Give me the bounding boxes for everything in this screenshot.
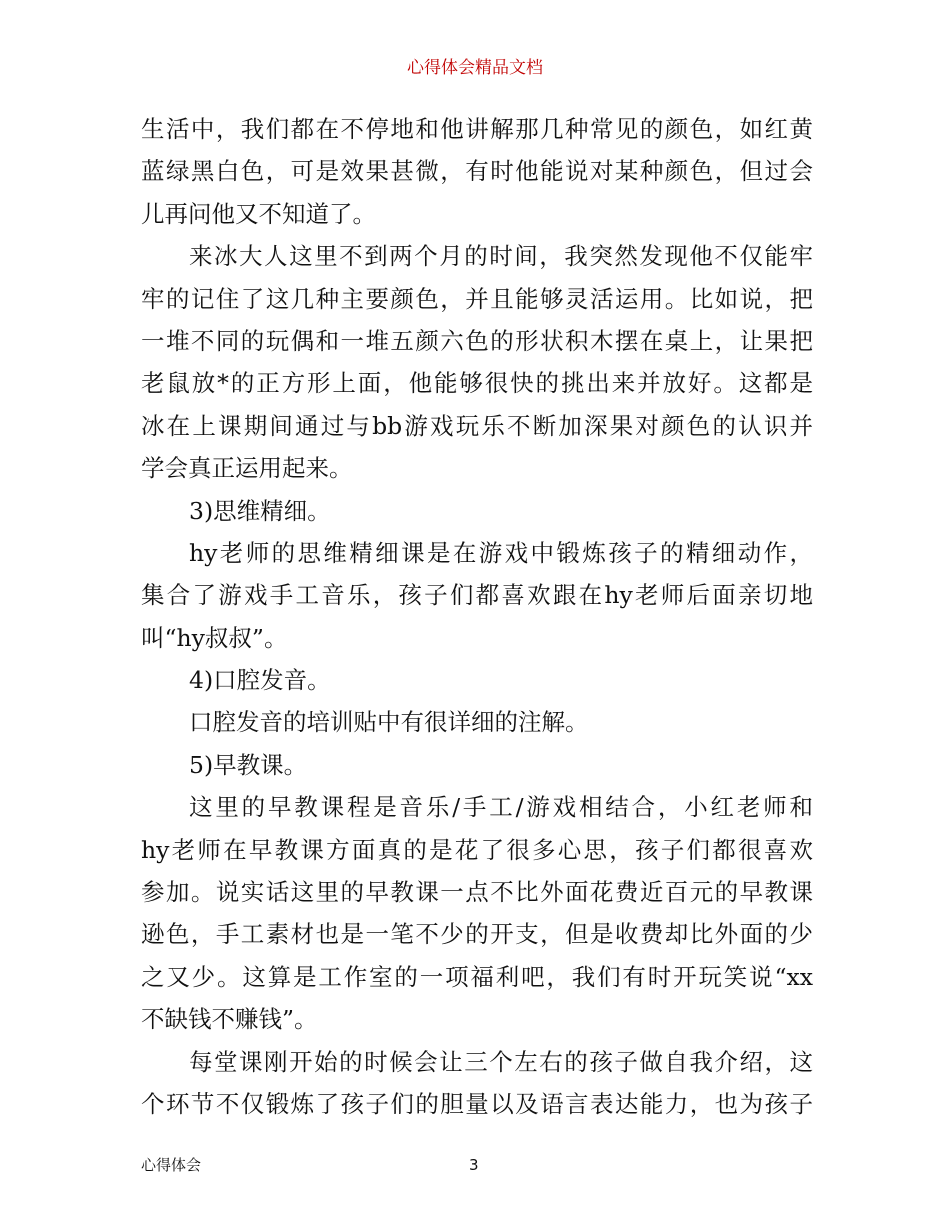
section-heading: 5)早教课。 xyxy=(189,750,308,779)
body-line: 蓝绿黑白色，可是效果甚微，有时他能说对某种颜色，但过会 xyxy=(141,157,813,186)
body-line: hy老师在早教课方面真的是花了很多心思，孩子们都很喜欢 xyxy=(141,835,813,864)
footer-label: 心得体会 xyxy=(141,1156,202,1174)
body-line: 学会真正运用起来。 xyxy=(141,454,353,483)
paragraph-first-line: 来冰大人这里不到两个月的时间，我突然发现他不仅能牢 xyxy=(189,242,813,271)
body-line: 之又少。这算是工作室的一项福利吧，我们有时开玩笑说“xx xyxy=(141,962,813,991)
page-number: 3 xyxy=(469,1156,479,1174)
body-line: 一堆不同的玩偶和一堆五颜六色的形状积木摆在桌上，让果把 xyxy=(141,326,813,355)
body-line: 集合了游戏手工音乐，孩子们都喜欢跟在hy老师后面亲切地 xyxy=(141,581,813,610)
body-line: 儿再问他又不知道了。 xyxy=(141,199,376,228)
body-line: 逊色，手工素材也是一笔不少的开支，但是收费却比外面的少 xyxy=(141,920,813,949)
body-line: 叫“hy叔叔”。 xyxy=(141,623,288,652)
page-header-title: 心得体会精品文档 xyxy=(407,58,543,78)
paragraph-first-line: 这里的早教课程是音乐/手工/游戏相结合，小红老师和 xyxy=(189,793,813,822)
document-body xyxy=(141,108,813,1125)
body-line: 冰在上课期间通过与bb游戏玩乐不断加深果对颜色的认识并 xyxy=(141,411,813,440)
paragraph-first-line: 每堂课刚开始的时候会让三个左右的孩子做自我介绍，这 xyxy=(189,1047,813,1076)
paragraph-first-line: hy老师的思维精细课是在游戏中锻炼孩子的精细动作， xyxy=(189,538,813,567)
body-line: 生活中，我们都在不停地和他讲解那几种常见的颜色，如红黄 xyxy=(141,115,813,143)
paragraph-first-line: 口腔发音的培训贴中有很详细的注解。 xyxy=(189,708,589,737)
body-line: 参加。说实话这里的早教课一点不比外面花费近百元的早教课 xyxy=(141,878,813,907)
body-line: 牢的记住了这几种主要颜色，并且能够灵活运用。比如说，把 xyxy=(141,284,813,313)
body-line: 老鼠放*的正方形上面，他能够很快的挑出来并放好。这都是 xyxy=(141,369,813,398)
section-heading: 3)思维精细。 xyxy=(189,496,331,525)
body-line: 个环节不仅锻炼了孩子们的胆量以及语言表达能力，也为孩子 xyxy=(141,1089,813,1118)
body-line: 不缺钱不赚钱”。 xyxy=(141,1005,318,1034)
section-heading: 4)口腔发音。 xyxy=(189,666,331,695)
